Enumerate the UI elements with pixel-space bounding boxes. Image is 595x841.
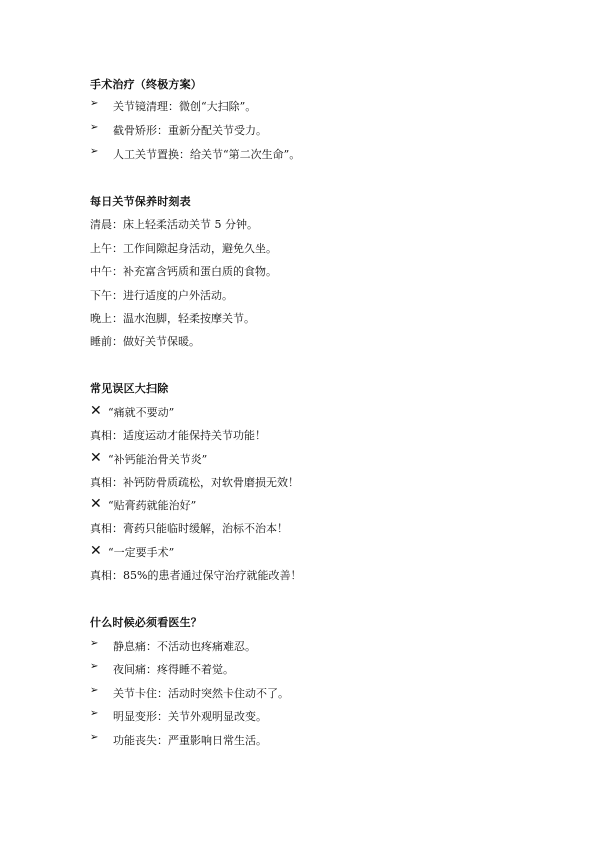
truth-line: 真相：适度运动才能保持关节功能！ bbox=[90, 429, 266, 442]
truth-line: 真相：补钙防骨质疏松，对软骨磨损无效！ bbox=[90, 476, 299, 489]
cross-icon: ✕ bbox=[90, 450, 102, 466]
daily-care-line: 下午：进行适度的户外活动。 bbox=[90, 289, 233, 302]
surgery-section-title: 手术治疗（终极方案） bbox=[90, 78, 202, 91]
daily-care-line: 晚上：温水泡脚，轻柔按摩关节。 bbox=[90, 312, 255, 325]
daily-care-line: 中午：补充富含钙质和蛋白质的食物。 bbox=[90, 265, 277, 278]
daily-care-line: 上午：工作间隙起身活动，避免久坐。 bbox=[90, 242, 277, 255]
arrowhead-icon: ➢ bbox=[90, 638, 99, 649]
arrowhead-icon: ➢ bbox=[90, 685, 99, 696]
myths-section-title: 常见误区大扫除 bbox=[90, 382, 169, 395]
arrowhead-icon: ➢ bbox=[90, 732, 99, 743]
arrowhead-icon: ➢ bbox=[90, 122, 99, 133]
truth-line: 真相：85%的患者通过保守治疗就能改善！ bbox=[90, 569, 302, 582]
cross-icon: ✕ bbox=[90, 543, 102, 559]
daily-care-line: 清晨：床上轻柔活动关节 5 分钟。 bbox=[90, 218, 258, 231]
cross-icon: ✕ bbox=[90, 496, 102, 512]
daily-care-line: 睡前：做好关节保暖。 bbox=[90, 335, 200, 348]
arrowhead-icon: ➢ bbox=[90, 146, 99, 157]
daily-care-section-title: 每日关节保养时刻表 bbox=[90, 195, 191, 208]
arrowhead-icon: ➢ bbox=[90, 708, 99, 719]
arrowhead-icon: ➢ bbox=[90, 661, 99, 672]
truth-line: 真相：膏药只能临时缓解，治标不治本！ bbox=[90, 522, 288, 535]
document-page: 手术治疗（终极方案） ➢ 关节镜清理：微创“大扫除”。 ➢ 截骨矫形：重新分配关节受力。 ➢ 人工关节置换：给关节“第二次生命”。 每日关节保养时刻表 清晨：床上轻柔活动关节 5 分钟。 上午：工作间隙起身活动，避免久坐。 中午：补充富含钙质和蛋白质的食物。 下午：进行适度的户外活动。 晚上：温水泡脚，轻柔按摩关节。 睡前：做好关节保暖。 常见误区大扫除 ✕ “痛就不要动” 真相：适度运动才能保持关节功能！ ✕ “补钙能治骨关节炎” 真相：补钙防骨质疏松，对软骨磨损无效！ ✕ “贴膏药就能治好” 真相：膏药只能临时缓解，治标不治本！ ✕ “一定要手术” 真相：85%的患者通过保守治疗就能改善！ 什么时候必须看医生？ ➢ 静息痛：不活动也疼痛难忍。 ➢ 夜间痛：疼得睡不着觉。 ➢ 关节卡住：活动时突然卡住动不了。 ➢ 明显变形：关节外观明显改变。 ➢ 功能丧失：严重影响日常生活。 bbox=[90, 78, 302, 747]
cross-icon: ✕ bbox=[90, 403, 102, 419]
see-doctor-section-title: 什么时候必须看医生？ bbox=[90, 616, 202, 629]
arrowhead-icon: ➢ bbox=[90, 98, 99, 109]
